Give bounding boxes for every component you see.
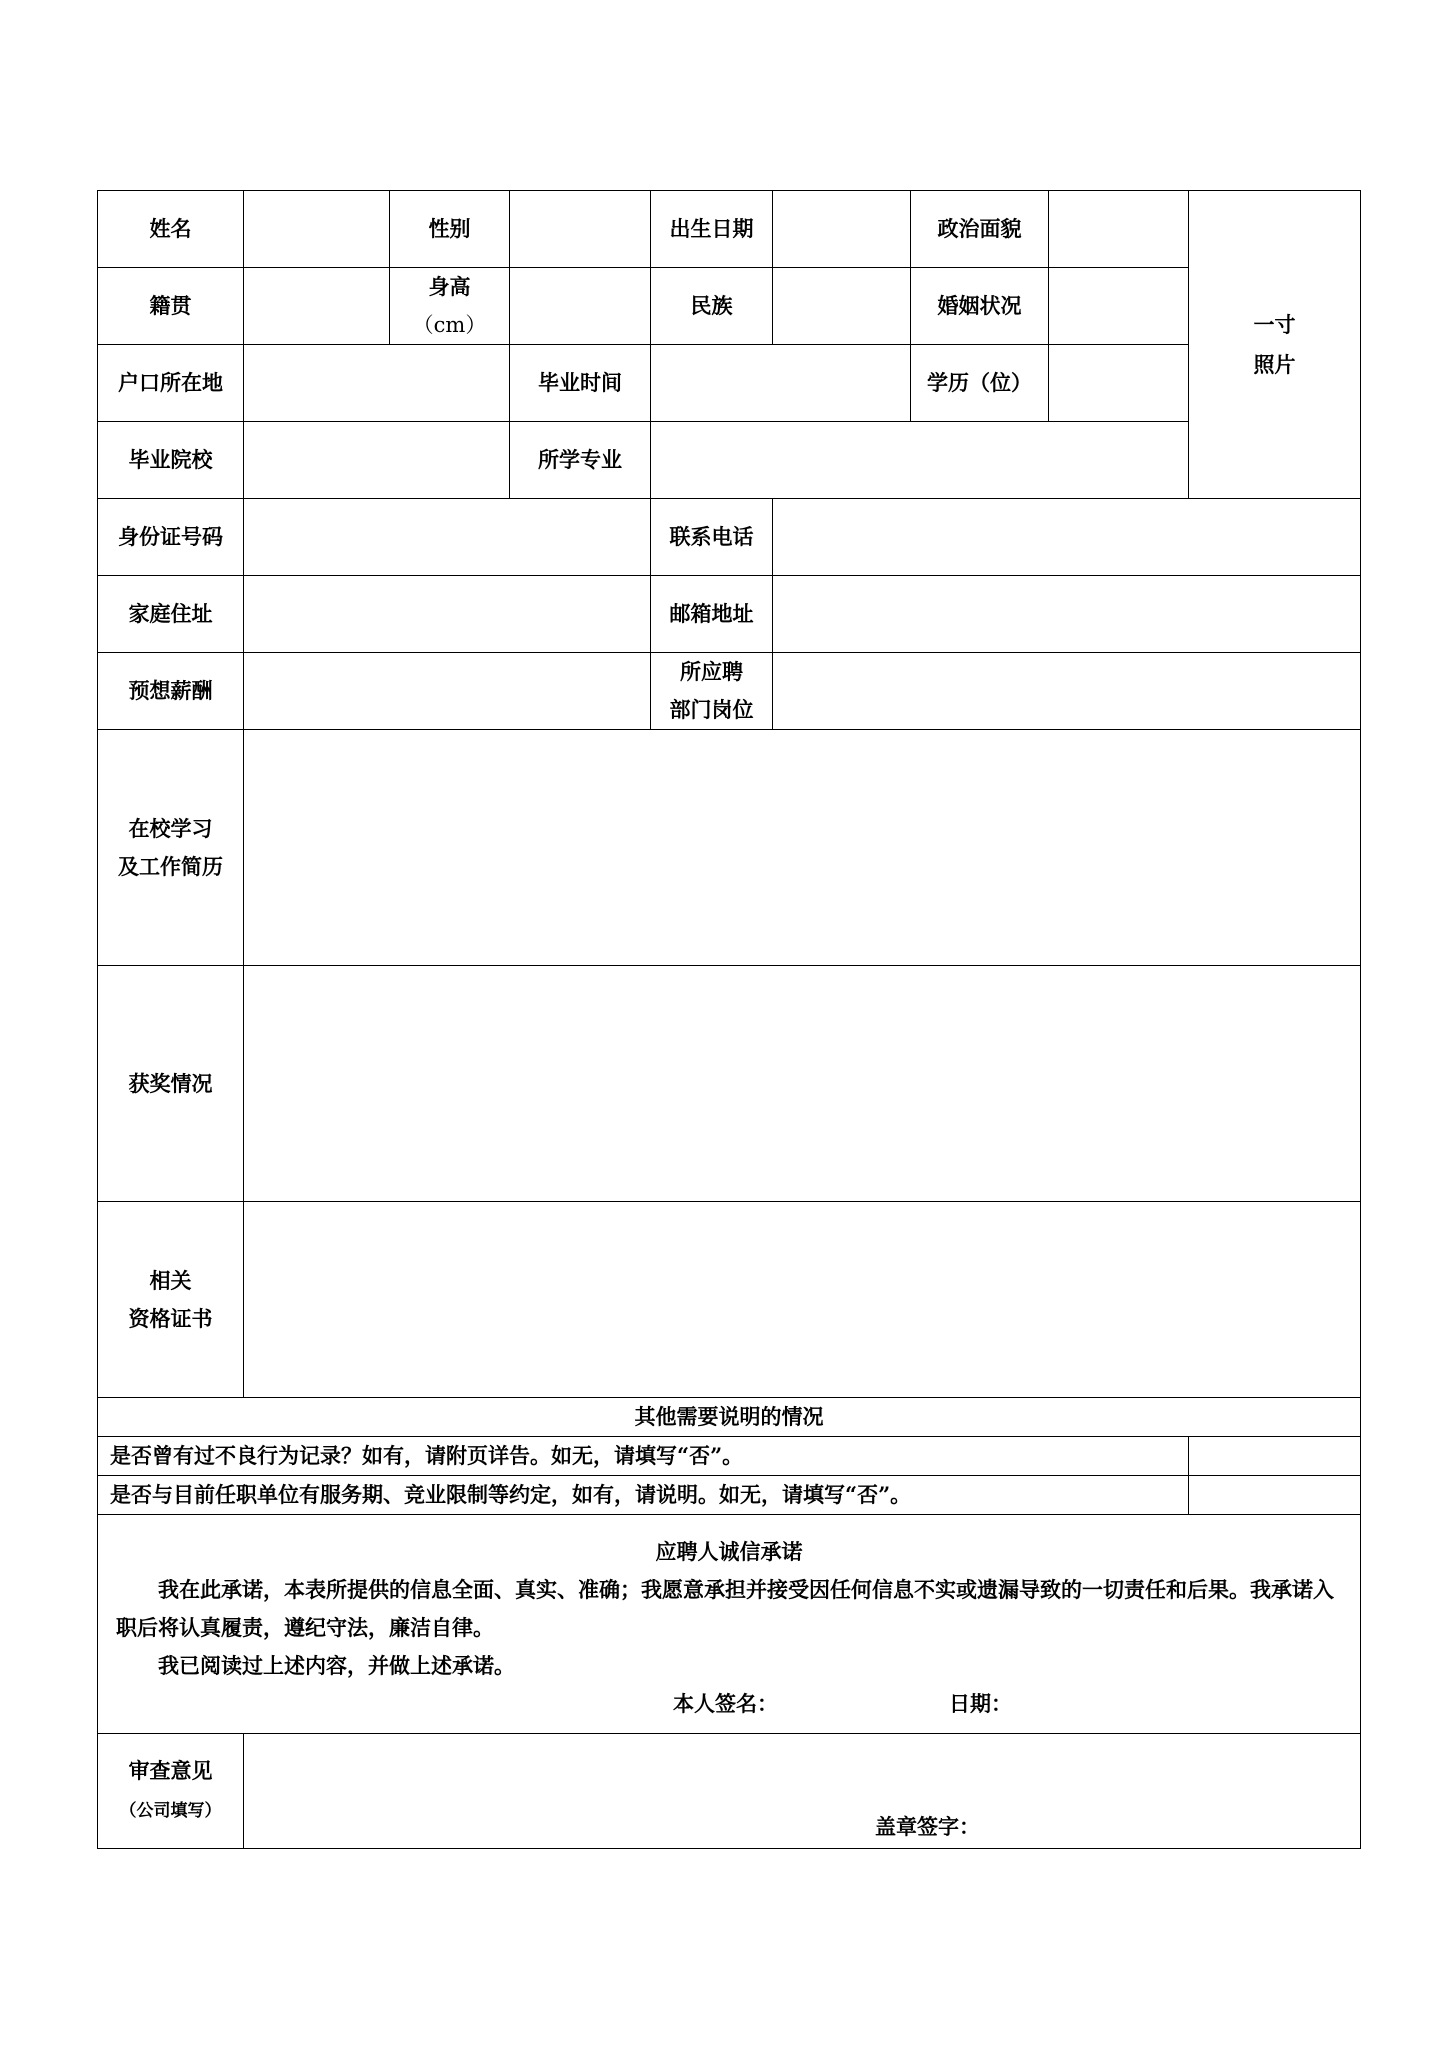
label-height (390, 268, 510, 345)
label-salary: 预想薪酬 (98, 653, 244, 730)
signature-line (116, 1685, 1342, 1723)
label-major: 所学专业 (510, 422, 651, 499)
photo-label-line2: 照片 (1253, 351, 1296, 377)
cert-label-line1: 相关 (149, 1267, 192, 1293)
label-awards: 获奖情况 (98, 966, 244, 1202)
resume-label-line1: 在校学习 (128, 815, 213, 841)
position-field[interactable] (773, 653, 1361, 730)
cert-label-line2: 资格证书 (128, 1305, 213, 1331)
answer-misconduct-field[interactable] (1189, 1437, 1361, 1476)
answer-noncompete-field[interactable] (1189, 1476, 1361, 1515)
label-certificates (98, 1202, 244, 1398)
application-form (97, 190, 1360, 1849)
label-hukou: 户口所在地 (98, 345, 244, 422)
position-label-line1: 所应聘 (680, 659, 743, 684)
label-school: 毕业院校 (98, 422, 244, 499)
label-education: 学历（位） (911, 345, 1049, 422)
label-ethnicity: 民族 (651, 268, 773, 345)
label-political-status: 政治面貌 (911, 191, 1049, 268)
label-email: 邮箱地址 (651, 576, 773, 653)
other-section-title: 其他需要说明的情况 (98, 1398, 1361, 1437)
id-number-field[interactable] (244, 499, 651, 576)
height-field[interactable] (510, 268, 651, 345)
label-position (651, 653, 773, 730)
resume-field[interactable] (244, 730, 1361, 966)
label-native-place: 籍贯 (98, 268, 244, 345)
school-field[interactable] (244, 422, 510, 499)
position-label-line2: 部门岗位 (669, 697, 754, 722)
photo-label-line1: 一寸 (1253, 311, 1296, 337)
birth-date-field[interactable] (773, 191, 911, 268)
label-name: 姓名 (98, 191, 244, 268)
label-gender: 性别 (390, 191, 510, 268)
label-address: 家庭住址 (98, 576, 244, 653)
photo-box[interactable] (1189, 191, 1361, 499)
height-label-line2: （cm） (412, 313, 487, 337)
marital-status-field[interactable] (1049, 268, 1189, 345)
label-birth-date: 出生日期 (651, 191, 773, 268)
review-field[interactable] (244, 1734, 1361, 1849)
political-status-field[interactable] (1049, 191, 1189, 268)
seal-signature-label: 盖章签字： (875, 1814, 980, 1839)
height-label-line1: 身高 (428, 274, 471, 299)
pledge-section (98, 1515, 1361, 1734)
resume-label-line2: 及工作简历 (118, 853, 223, 879)
email-field[interactable] (773, 576, 1361, 653)
label-graduation-time: 毕业时间 (510, 345, 651, 422)
review-label: 审查意见 (128, 1758, 213, 1783)
address-field[interactable] (244, 576, 651, 653)
label-resume (98, 730, 244, 966)
native-place-field[interactable] (244, 268, 390, 345)
question-misconduct: 是否曾有过不良行为记录？如有，请附页详告。如无，请填写“否”。 (98, 1437, 1189, 1476)
graduation-time-field[interactable] (651, 345, 911, 422)
hukou-field[interactable] (244, 345, 510, 422)
gender-field[interactable] (510, 191, 651, 268)
label-id-number: 身份证号码 (98, 499, 244, 576)
date-label: 日期： (949, 1691, 1012, 1716)
pledge-paragraph-1: 我在此承诺，本表所提供的信息全面、真实、准确；我愿意承担并接受因任何信息不实或遗漏导致的一切责任和后果。我承诺入职后将认真履责，遵纪守法，廉洁自律。 (116, 1577, 1334, 1640)
signature-label: 本人签名： (673, 1691, 778, 1716)
certificates-field[interactable] (244, 1202, 1361, 1398)
review-sublabel: （公司填写） (119, 1801, 222, 1821)
pledge-title: 应聘人诚信承诺 (655, 1539, 803, 1564)
salary-field[interactable] (244, 653, 651, 730)
ethnicity-field[interactable] (773, 268, 911, 345)
label-review (98, 1734, 244, 1849)
education-field[interactable] (1049, 345, 1189, 422)
label-phone: 联系电话 (651, 499, 773, 576)
awards-field[interactable] (244, 966, 1361, 1202)
question-noncompete: 是否与目前任职单位有服务期、竞业限制等约定，如有，请说明。如无，请填写“否”。 (98, 1476, 1189, 1515)
pledge-paragraph-2: 我已阅读过上述内容，并做上述承诺。 (158, 1653, 515, 1678)
name-field[interactable] (244, 191, 390, 268)
phone-field[interactable] (773, 499, 1361, 576)
label-marital-status: 婚姻状况 (911, 268, 1049, 345)
form-table (97, 190, 1361, 1849)
major-field[interactable] (651, 422, 1189, 499)
